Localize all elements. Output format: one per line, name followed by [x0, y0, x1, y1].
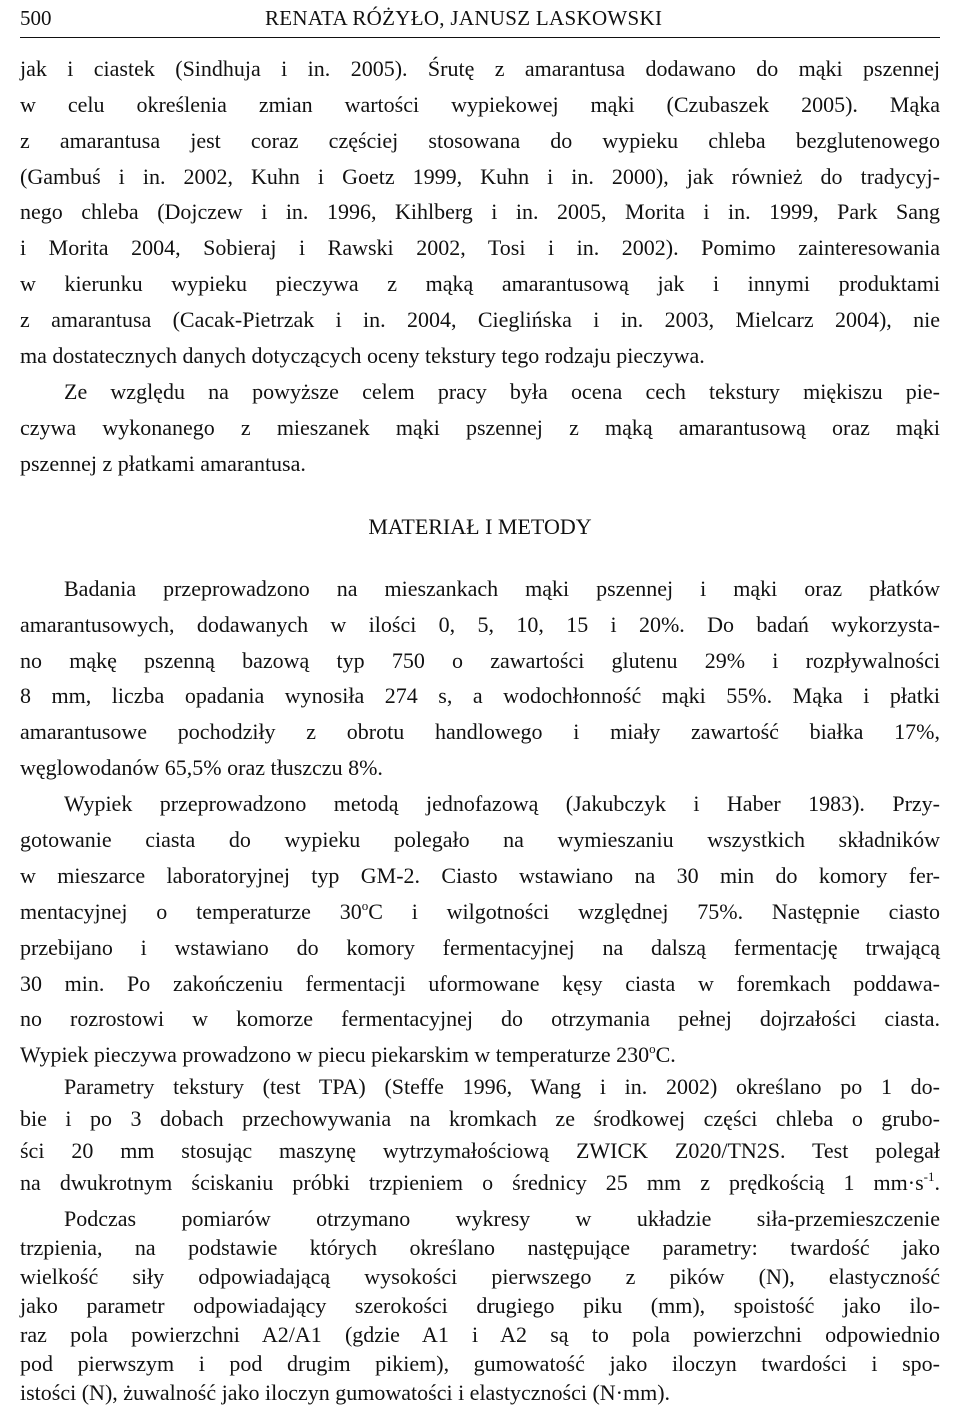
text-line: pszennej z płatkami amarantusa.: [20, 451, 306, 476]
degree-superscript: o: [361, 898, 369, 913]
text-fragment: Wypiek pieczywa prowadzono w piecu piekarskim w temperaturze 230: [20, 1042, 650, 1067]
text-line: Badania przeprowadzono na mieszankach mąki pszennej i mąki oraz płatków: [64, 576, 940, 601]
section-heading: MATERIAŁ I METODY: [368, 514, 592, 539]
text-line: Parametry tekstury (test TPA) (Steffe 1996, Wang i in. 2002) określano po 1 do-: [64, 1074, 940, 1099]
text-line: amarantusowe pochodziły z obrotu handlowego i miały zawartość białka 17%,: [20, 719, 940, 744]
text-line: pod pierwszym i pod drugim pikiem), gumowatość jako iloczyn twardości i spo-: [20, 1351, 940, 1376]
text-line: wielkość siły odpowiadającą wysokości pierwszego z pików (N), elastyczność: [20, 1264, 940, 1289]
text-line: Podczas pomiarów otrzymano wykresy w układzie siła-przemieszczenie: [64, 1206, 940, 1231]
text-line: i Morita 2004, Sobieraj i Rawski 2002, Tosi i in. 2002). Pomimo zainteresowania: [20, 235, 940, 260]
text-fragment: C i wilgotności względnej 75%. Następnie ciasto: [368, 899, 941, 924]
running-header-authors: RENATA RÓŻYŁO, JANUSZ LASKOWSKI: [265, 6, 663, 30]
text-line: w mieszarce laboratoryjnej typ GM-2. Ciasto wstawiano na 30 min do komory fer-: [20, 863, 940, 888]
text-line: przebijano i wstawiano do komory fermentacyjnej na dalszą fermentację trwającą: [20, 935, 940, 960]
text-line: [20, 1168, 940, 1198]
text-line: raz pola powierzchni A2/A1 (gdzie A1 i A2 są to pola powierzchni odpowiednio: [20, 1322, 940, 1347]
text-line: [20, 1040, 940, 1070]
header-rule: [20, 37, 940, 38]
text-fragment: .: [934, 1170, 940, 1195]
text-fragment: mentacyjnej o temperaturze 30: [20, 899, 362, 924]
text-line: gotowanie ciasta do wypieku polegało na wymieszaniu wszystkich składników: [20, 827, 940, 852]
text-line: (Gambuś i in. 2002, Kuhn i Goetz 1999, Kuhn i in. 2000), jak również do tradycyj-: [20, 164, 940, 189]
text-line: Wypiek przeprowadzono metodą jednofazową (Jakubczyk i Haber 1983). Przy-: [64, 791, 940, 816]
text-line: Ze względu na powyższe celem pracy była ocena cech tekstury miękiszu pie-: [64, 379, 940, 404]
text-line: nego chleba (Dojczew i in. 1996, Kihlberg i in. 2005, Morita i in. 1999, Park Sang: [20, 199, 940, 224]
text-line: 30 min. Po zakończeniu fermentacji uformowane kęsy ciasta w foremkach poddawa-: [20, 971, 940, 996]
text-line: jako parametr odpowiadający szerokości drugiego piku (mm), spoistość jako ilo-: [20, 1293, 940, 1318]
text-line: 8 mm, liczba opadania wynosiła 274 s, a wodochłonność mąki 55%. Mąka i płatki: [20, 683, 940, 708]
text-line: ma dostatecznych danych dotyczących oceny tekstury tego rodzaju pieczywa.: [20, 343, 705, 368]
text-line: ści 20 mm stosując maszynę wytrzymałościową ZWICK Z020/TN2S. Test polegał: [20, 1138, 940, 1163]
text-line: bie i po 3 dobach przechowywania na kromkach ze środkowej części chleba o grubo-: [20, 1106, 940, 1131]
running-header: [20, 4, 940, 36]
degree-superscript: o: [649, 1041, 656, 1056]
text-line: [20, 897, 940, 927]
text-line: czywa wykonanego z mieszanek mąki pszennej z mąką amarantusową oraz mąki: [20, 415, 940, 440]
text-line: istości (N), żuwalność jako iloczyn gumowatości i elastyczności (N·mm).: [20, 1380, 671, 1405]
unit-superscript: -1: [923, 1169, 935, 1184]
text-line: w kierunku wypieku pieczywa z mąką amarantusową jak i innymi produktami: [20, 271, 940, 296]
text-line: amarantusowych, dodawanych w ilości 0, 5, 10, 15 i 20%. Do badań wykorzysta-: [20, 612, 940, 637]
page-number: 500: [20, 6, 52, 30]
text-line: z amarantusa (Cacak-Pietrzak i in. 2004, Cieglińska i in. 2003, Mielcarz 2004), nie: [20, 307, 940, 332]
text-line: trzpienia, na podstawie których określano następujące parametry: twardość jako: [20, 1235, 940, 1260]
text-line: no mąkę pszenną bazową typ 750 o zawartości glutenu 29% i rozpływalności: [20, 648, 940, 673]
text-line: w celu określenia zmian wartości wypiekowej mąki (Czubaszek 2005). Mąka: [20, 92, 940, 117]
text-line: z amarantusa jest coraz częściej stosowana do wypieku chleba bezglutenowego: [20, 128, 940, 153]
text-fragment: C.: [655, 1042, 676, 1067]
text-line: no rozrostowi w komorze fermentacyjnej do otrzymania pełnej dojrzałości ciasta.: [20, 1006, 940, 1031]
text-line: węglowodanów 65,5% oraz tłuszczu 8%.: [20, 755, 383, 780]
text-line: jak i ciastek (Sindhuja i in. 2005). Śrutę z amarantusa dodawano do mąki pszennej: [20, 56, 940, 81]
text-fragment: na dwukrotnym ściskaniu próbki trzpieniem o średnicy 25 mm z prędkością 1 mm·s: [20, 1170, 924, 1195]
